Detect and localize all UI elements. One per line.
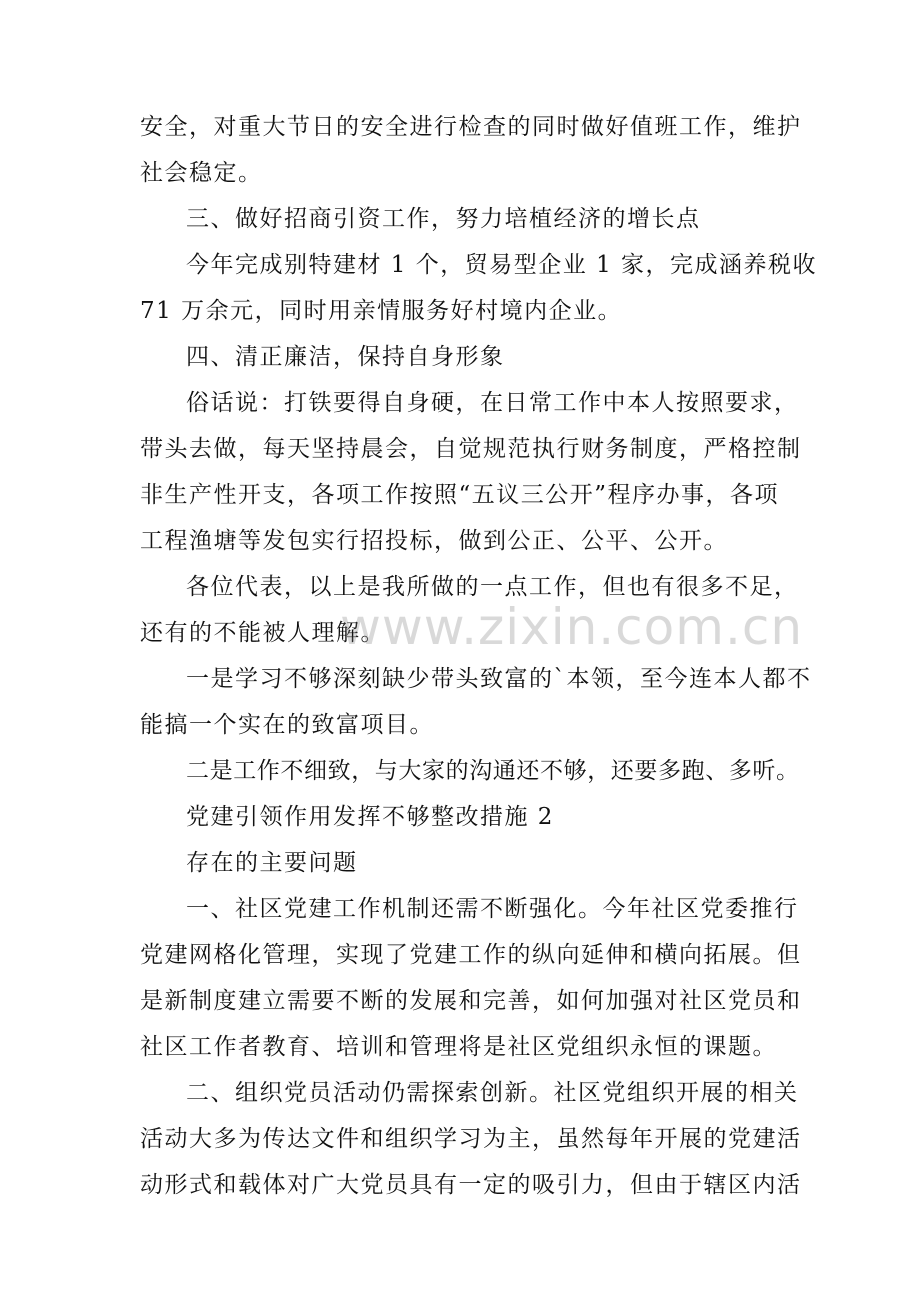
section-heading: 党建引领作用发挥不够整改措施 2 (186, 804, 554, 830)
paragraph-line: 社区工作者教育、培训和管理将是社区党组织永恒的课题。 (140, 1034, 777, 1060)
paragraph-line: 一、社区党建工作机制还需不断强化。今年社区党委推行 (186, 896, 799, 922)
paragraph-line: 动形式和载体对广大党员具有一定的吸引力，但由于辖区内活 (140, 1172, 802, 1198)
paragraph-line: 党建网格化管理，实现了党建工作的纵向延伸和横向拓展。但 (140, 942, 802, 968)
paragraph-line: 71 万余元，同时用亲情服务好村境内企业。 (140, 298, 623, 324)
paragraph-line: 二、组织党员活动仍需探索创新。社区党组织开展的相关 (186, 1080, 799, 1106)
paragraph-line: 俗话说：打铁要得自身硬，在日常工作中本人按照要求， (186, 390, 799, 416)
paragraph-line: 各位代表，以上是我所做的一点工作，但也有很多不足， (186, 574, 799, 600)
paragraph-line: 一是学习不够深刻缺少带头致富的`本领，至今连本人都不 (186, 666, 812, 692)
paragraph-line: 社会稳定。 (140, 160, 263, 186)
watermark: www.zixin.com.cn (340, 598, 804, 656)
paragraph-line: 非生产性开支，各项工作按照“五议三公开”程序办事，各项 (140, 482, 780, 508)
section-heading: 四、清正廉洁，保持自身形象 (186, 344, 505, 370)
paragraph-line: 还有的不能被人理解。 (140, 620, 385, 646)
paragraph-line: 是新制度建立需要不断的发展和完善，如何加强对社区党员和 (140, 988, 802, 1014)
paragraph-line: 活动大多为传达文件和组织学习为主，虽然每年开展的党建活 (140, 1126, 802, 1152)
paragraph-line: 今年完成别特建材 1 个，贸易型企业 1 家，完成涵养税收 (186, 252, 818, 278)
section-heading: 存在的主要问题 (186, 850, 358, 876)
paragraph-line: 带头去做，每天坚持晨会，自觉规范执行财务制度，严格控制 (140, 436, 802, 462)
paragraph-line: 二是工作不细致，与大家的沟通还不够，还要多跑、多听。 (186, 758, 800, 784)
paragraph-line: 能搞一个实在的致富项目。 (140, 712, 434, 738)
section-heading: 三、做好招商引资工作，努力培植经济的增长点 (186, 206, 701, 232)
paragraph-line: 工程渔塘等发包实行招投标，做到公正、公平、公开。 (140, 528, 728, 554)
paragraph-line: 安全，对重大节日的安全进行检查的同时做好值班工作，维护 (140, 114, 802, 140)
